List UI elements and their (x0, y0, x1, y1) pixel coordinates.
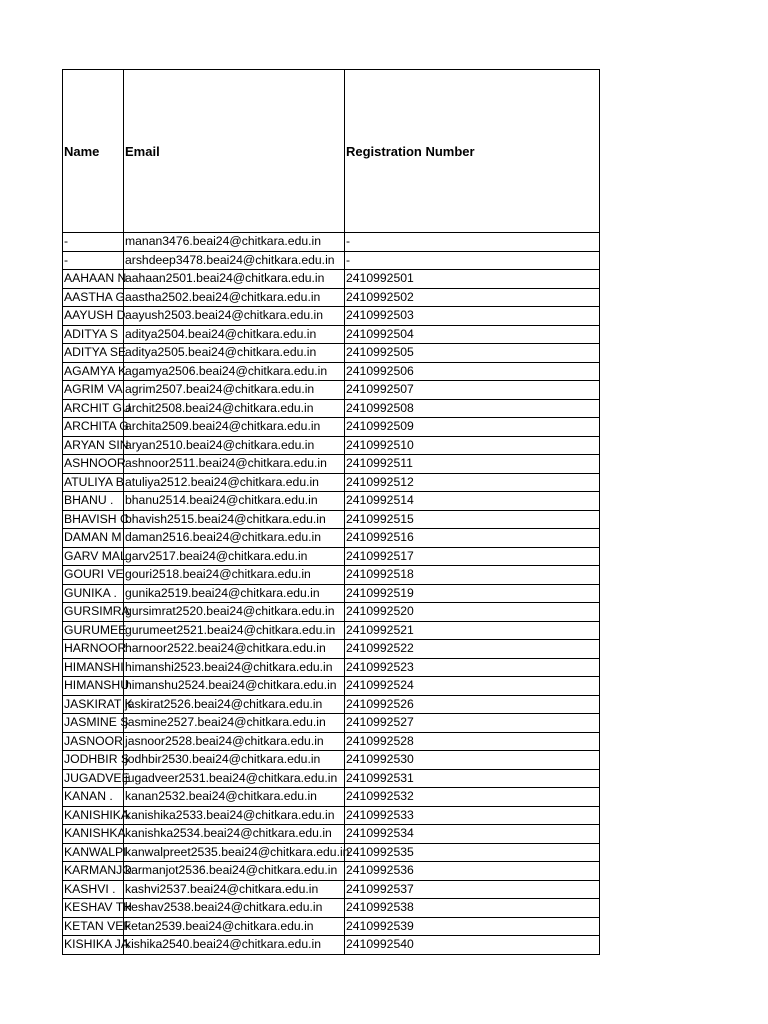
table-row (63, 325, 599, 344)
email-cell[interactable]: himanshu2524.beai24@chitkara.edu.in (124, 677, 345, 695)
name-cell[interactable]: GARV MAL (63, 548, 124, 566)
registration-cell[interactable]: 2410992538 (346, 900, 414, 914)
email-cell[interactable]: aditya2504.beai24@chitkara.edu.in (124, 326, 345, 344)
header-row (63, 70, 599, 232)
name-cell[interactable]: - (63, 252, 124, 270)
registration-cell[interactable]: - (346, 252, 351, 267)
name-cell[interactable]: ASHNOOR (63, 455, 124, 473)
name-cell[interactable]: GURUMEE (63, 622, 124, 640)
name-cell[interactable]: GOURI VE (63, 566, 124, 584)
table-row (63, 898, 599, 917)
table-row (63, 806, 599, 825)
email-cell[interactable]: jugadveer2531.beai24@chitkara.edu.in (124, 770, 345, 788)
registration-cell[interactable]: 2410992511 (346, 456, 413, 470)
email-cell[interactable]: keshav2538.beai24@chitkara.edu.in (124, 899, 345, 917)
registration-cell[interactable]: - (346, 234, 351, 248)
name-cell[interactable]: ARYAN SIN (63, 437, 124, 455)
email-cell[interactable]: kanishika2533.beai24@chitkara.edu.in (124, 807, 345, 825)
email-cell[interactable]: jodhbir2530.beai24@chitkara.edu.in (124, 751, 345, 769)
email-cell[interactable]: gunika2519.beai24@chitkara.edu.in (124, 585, 345, 603)
email-cell[interactable]: ketan2539.beai24@chitkara.edu.in (124, 918, 345, 936)
registration-cell[interactable]: 2410992502 (346, 289, 414, 304)
registration-cell[interactable]: 2410992536 (346, 863, 414, 877)
email-cell[interactable]: jasmine2527.beai24@chitkara.edu.in (124, 714, 345, 732)
name-cell[interactable]: KARMANJO (63, 862, 124, 880)
name-cell[interactable]: ARCHIT GU (63, 400, 124, 418)
name-cell[interactable]: JODHBIR S (63, 751, 124, 769)
name-cell[interactable]: AAHAAN N (63, 270, 124, 288)
registration-cell[interactable]: 2410992518 (346, 567, 414, 581)
table-row (63, 584, 599, 603)
spreadsheet-table (62, 69, 600, 955)
table-row (63, 843, 599, 862)
email-cell[interactable]: kanwalpreet2535.beai24@chitkara.edu.in (124, 844, 345, 862)
table-row (63, 232, 599, 251)
table-row (63, 288, 599, 307)
table-row (63, 787, 599, 806)
header-email[interactable]: Email (124, 70, 345, 232)
registration-cell[interactable]: 2410992515 (346, 511, 414, 526)
email-cell[interactable]: gurumeet2521.beai24@chitkara.edu.in (124, 622, 345, 640)
email-cell[interactable]: garv2517.beai24@chitkara.edu.in (124, 548, 345, 566)
registration-cell[interactable]: 2410992527 (346, 715, 414, 729)
table-row (63, 510, 599, 529)
registration-cell[interactable]: 2410992531 (346, 770, 414, 785)
registration-cell[interactable]: 2410992516 (346, 530, 414, 544)
email-cell[interactable]: daman2516.beai24@chitkara.edu.in (124, 529, 345, 547)
registration-cell[interactable]: 2410992523 (346, 659, 414, 674)
registration-cell[interactable]: 2410992514 (346, 493, 414, 507)
table-row (63, 436, 599, 455)
email-cell[interactable]: archita2509.beai24@chitkara.edu.in (124, 418, 345, 436)
table-row (63, 528, 599, 547)
table-row (63, 417, 599, 436)
email-cell[interactable]: ashnoor2511.beai24@chitkara.edu.in (124, 455, 345, 473)
email-cell[interactable]: kishika2540.beai24@chitkara.edu.in (124, 936, 345, 954)
email-cell[interactable]: jaskirat2526.beai24@chitkara.edu.in (124, 696, 345, 714)
registration-cell[interactable]: 2410992526 (346, 696, 414, 711)
email-cell[interactable]: kanishka2534.beai24@chitkara.edu.in (124, 825, 345, 843)
table-row (63, 269, 599, 288)
table-row (63, 824, 599, 843)
name-cell[interactable]: - (63, 233, 124, 251)
table-row (63, 565, 599, 584)
registration-cell[interactable]: 2410992506 (346, 363, 414, 378)
table-row (63, 621, 599, 640)
email-cell[interactable]: bhavish2515.beai24@chitkara.edu.in (124, 511, 345, 529)
table-row (63, 251, 599, 270)
name-cell[interactable]: DAMAN M (63, 529, 124, 547)
table-row (63, 713, 599, 732)
table-row (63, 473, 599, 492)
email-cell[interactable]: kanan2532.beai24@chitkara.edu.in (124, 788, 345, 806)
registration-cell[interactable]: 2410992507 (346, 382, 414, 396)
registration-cell[interactable]: 2410992540 (346, 937, 414, 951)
email-cell[interactable]: harnoor2522.beai24@chitkara.edu.in (124, 640, 345, 658)
table-row (63, 658, 599, 677)
table-row (63, 917, 599, 936)
registration-cell[interactable]: 2410992530 (346, 752, 414, 766)
table-row (63, 491, 599, 510)
registration-cell[interactable]: 2410992532 (346, 789, 414, 803)
table-body (63, 232, 599, 954)
registration-cell[interactable]: 2410992512 (346, 474, 414, 489)
email-cell[interactable]: aahaan2501.beai24@chitkara.edu.in (124, 270, 345, 288)
name-cell[interactable]: KANISHKA (63, 825, 124, 843)
name-cell[interactable]: HARNOOR (63, 640, 124, 658)
email-cell[interactable]: aditya2505.beai24@chitkara.edu.in (124, 344, 345, 362)
table-row (63, 547, 599, 566)
registration-cell[interactable]: 2410992508 (346, 400, 414, 415)
name-cell[interactable]: HIMANSHU (63, 677, 124, 695)
email-cell[interactable]: agamya2506.beai24@chitkara.edu.in (124, 363, 345, 381)
email-cell[interactable]: arshdeep3478.beai24@chitkara.edu.in (124, 252, 345, 270)
email-cell[interactable]: kashvi2537.beai24@chitkara.edu.in (124, 881, 345, 899)
name-cell[interactable]: GUNIKA . (63, 585, 124, 603)
name-cell[interactable]: AGAMYA K (63, 363, 124, 381)
registration-cell[interactable]: 2410992517 (346, 548, 414, 563)
registration-cell[interactable]: 2410992519 (346, 585, 414, 600)
name-cell[interactable]: AGRIM VA (63, 381, 124, 399)
name-cell[interactable]: KASHVI . (63, 881, 124, 899)
table-row (63, 695, 599, 714)
table-row (63, 399, 599, 418)
table-row (63, 454, 599, 473)
email-cell[interactable]: karmanjot2536.beai24@chitkara.edu.in (124, 862, 345, 880)
table-row (63, 769, 599, 788)
name-cell[interactable]: HIMANSHI (63, 659, 124, 677)
name-cell[interactable]: AAYUSH D (63, 307, 124, 325)
name-cell[interactable]: ADITYA SE (63, 344, 124, 362)
name-cell[interactable]: KETAN VEF (63, 918, 124, 936)
email-cell[interactable]: manan3476.beai24@chitkara.edu.in (124, 233, 345, 251)
table-row (63, 362, 599, 381)
table-row (63, 880, 599, 899)
name-cell[interactable]: KANAN . (63, 788, 124, 806)
name-cell[interactable]: JASMINE S (63, 714, 124, 732)
email-cell[interactable]: gouri2518.beai24@chitkara.edu.in (124, 566, 345, 584)
name-cell[interactable]: JASKIRAT K (63, 696, 124, 714)
name-cell[interactable]: KANISHIKA (63, 807, 124, 825)
table-row (63, 750, 599, 769)
name-cell[interactable]: JUGADVEE (63, 770, 124, 788)
name-cell[interactable]: GURSIMRA (63, 603, 124, 621)
registration-cell[interactable]: 2410992522 (346, 641, 414, 655)
email-cell[interactable]: jasnoor2528.beai24@chitkara.edu.in (124, 733, 345, 751)
registration-cell[interactable]: 2410992505 (346, 345, 414, 359)
registration-cell[interactable]: 2410992539 (346, 918, 414, 933)
registration-cell[interactable]: 2410992533 (346, 807, 414, 822)
registration-cell[interactable]: 2410992537 (346, 881, 414, 896)
name-cell[interactable]: JASNOOR (63, 733, 124, 751)
table-row (63, 732, 599, 751)
registration-cell[interactable]: 2410992510 (346, 437, 414, 452)
registration-cell[interactable]: 2410992503 (346, 308, 414, 322)
table-row (63, 861, 599, 880)
registration-cell[interactable]: 2410992521 (346, 622, 414, 637)
name-cell[interactable]: KISHIKA JA (63, 936, 124, 954)
email-cell[interactable]: archit2508.beai24@chitkara.edu.in (124, 400, 345, 418)
email-cell[interactable]: gursimrat2520.beai24@chitkara.edu.in (124, 603, 345, 621)
registration-cell[interactable]: 2410992535 (346, 844, 414, 859)
header-registration-number[interactable]: Registration Number (346, 143, 475, 159)
email-cell[interactable]: bhanu2514.beai24@chitkara.edu.in (124, 492, 345, 510)
name-cell[interactable]: ADITYA S (63, 326, 124, 344)
email-cell[interactable]: aastha2502.beai24@chitkara.edu.in (124, 289, 345, 307)
email-cell[interactable]: agrim2507.beai24@chitkara.edu.in (124, 381, 345, 399)
registration-cell[interactable]: 2410992534 (346, 826, 414, 840)
header-name[interactable]: Name (63, 70, 124, 232)
table-row (63, 639, 599, 658)
name-cell[interactable]: KESHAV TH (63, 899, 124, 917)
table-row (63, 676, 599, 695)
table-row (63, 306, 599, 325)
table-row (63, 935, 599, 954)
table-row (63, 380, 599, 399)
table-row (63, 343, 599, 362)
registration-cell[interactable]: 2410992501 (346, 271, 414, 285)
name-cell[interactable]: KANWALPI (63, 844, 124, 862)
name-cell[interactable]: BHANU . (63, 492, 124, 510)
registration-cell[interactable]: 2410992524 (346, 678, 414, 692)
registration-cell[interactable]: 2410992528 (346, 733, 414, 748)
registration-cell[interactable]: 2410992509 (346, 419, 414, 433)
name-cell[interactable]: BHAVISH C (63, 511, 124, 529)
email-cell[interactable]: himanshi2523.beai24@chitkara.edu.in (124, 659, 345, 677)
email-cell[interactable]: aryan2510.beai24@chitkara.edu.in (124, 437, 345, 455)
name-cell[interactable]: AASTHA G (63, 289, 124, 307)
email-cell[interactable]: atuliya2512.beai24@chitkara.edu.in (124, 474, 345, 492)
email-cell[interactable]: aayush2503.beai24@chitkara.edu.in (124, 307, 345, 325)
table-row (63, 602, 599, 621)
name-cell[interactable]: ATULIYA B (63, 474, 124, 492)
registration-cell[interactable]: 2410992504 (346, 326, 414, 341)
name-cell[interactable]: ARCHITA G (63, 418, 124, 436)
registration-cell[interactable]: 2410992520 (346, 604, 414, 618)
